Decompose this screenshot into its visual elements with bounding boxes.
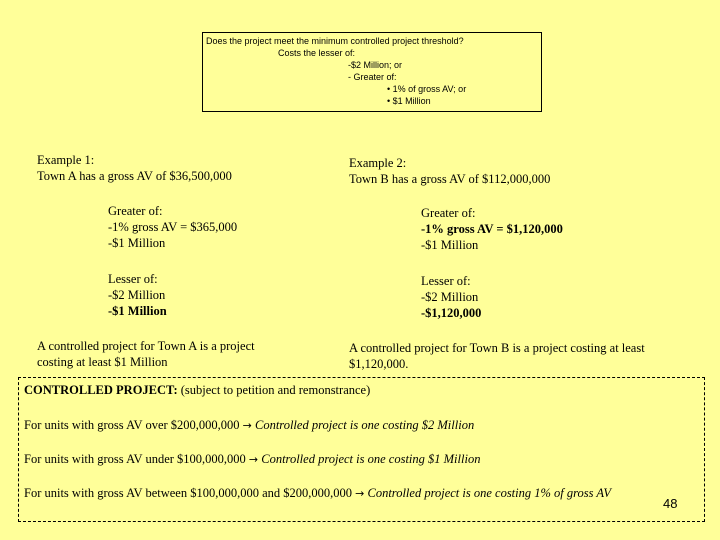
threshold-suboption-1: • 1% of gross AV; or [387, 84, 467, 94]
controlled-rule-between [24, 485, 611, 502]
example1-conclusion-2: costing at least $1 Million [37, 355, 168, 369]
example1-conclusion [37, 338, 255, 370]
page-number: 48 [663, 496, 678, 511]
example2-lesser [421, 273, 481, 321]
example2-conclusion-1: A controlled project for Town B is a project costing at least [349, 341, 645, 355]
right-arrow-icon: → [242, 419, 252, 432]
example2-lesser-title: Lesser of: [421, 274, 471, 288]
example1-greater-1: -1% gross AV = $365,000 [108, 220, 238, 234]
threshold-option-2: - Greater of: [348, 72, 397, 82]
example1-lesser-2: -$1 Million [108, 304, 167, 318]
right-arrow-icon: → [355, 487, 365, 500]
rule-over-result: Controlled project is one costing $2 Million [255, 418, 475, 432]
example1-desc: Town A has a gross AV of $36,500,000 [37, 169, 232, 183]
example2-conclusion-2: $1,120,000. [349, 357, 409, 371]
controlled-rule-over [24, 417, 474, 434]
right-arrow-icon: → [248, 453, 259, 466]
rule-under-result: Controlled project is one costing $1 Million [261, 452, 481, 466]
example2-conclusion [349, 340, 645, 372]
threshold-box [202, 32, 542, 112]
controlled-heading-note: (subject to petition and remonstrance) [180, 383, 371, 397]
threshold-suboption-2: • $1 Million [387, 96, 431, 106]
rule-between-result: Controlled project is one costing 1% of gross AV [367, 486, 612, 500]
example1-header [37, 152, 232, 184]
example1-conclusion-1: A controlled project for Town A is a project [37, 339, 255, 353]
controlled-heading: CONTROLLED PROJECT: [24, 383, 178, 397]
rule-between-text: For units with gross AV between $100,000,000 and $200,000,000 [24, 486, 353, 500]
example2-desc: Town B has a gross AV of $112,000,000 [349, 172, 551, 186]
example2-greater [421, 205, 563, 253]
controlled-heading-line [24, 382, 370, 398]
example1-lesser [108, 271, 167, 319]
example1-lesser-1: -$2 Million [108, 288, 166, 302]
rule-over-text: For units with gross AV over $200,000,000 [24, 418, 240, 432]
example2-greater-2: -$1 Million [421, 238, 479, 252]
example2-lesser-1: -$2 Million [421, 290, 479, 304]
example1-title: Example 1: [37, 153, 95, 167]
threshold-option-1: -$2 Million; or [348, 60, 403, 70]
example1-greater-title: Greater of: [108, 204, 163, 218]
threshold-costs-lesser: Costs the lesser of: [278, 48, 356, 58]
example2-greater-1: -1% gross AV = $1,120,000 [421, 222, 563, 236]
example1-lesser-title: Lesser of: [108, 272, 158, 286]
example1-greater [108, 203, 237, 251]
controlled-rule-under [24, 451, 480, 468]
example2-greater-title: Greater of: [421, 206, 476, 220]
controlled-project-box [18, 377, 705, 522]
rule-under-text: For units with gross AV under $100,000,000 [24, 452, 246, 466]
example2-title: Example 2: [349, 156, 407, 170]
example1-greater-2: -$1 Million [108, 236, 166, 250]
threshold-question: Does the project meet the minimum controlled project threshold? [206, 36, 464, 46]
example2-lesser-2: -$1,120,000 [421, 306, 482, 320]
example2-header [349, 155, 550, 187]
